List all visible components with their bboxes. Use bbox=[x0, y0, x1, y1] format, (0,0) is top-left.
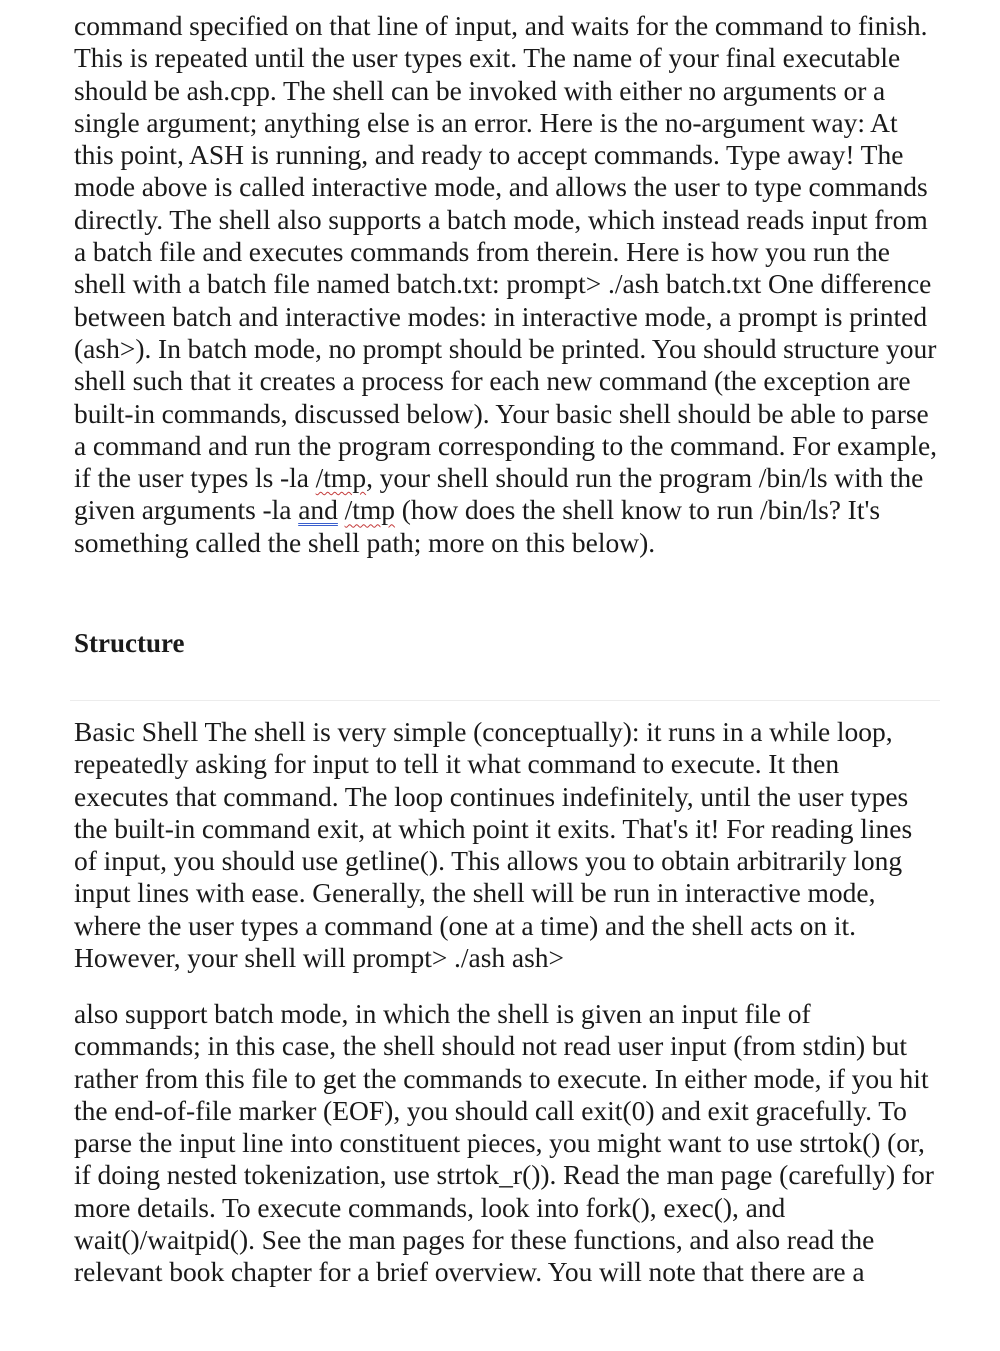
section-divider bbox=[70, 700, 940, 701]
grammar-flag[interactable]: and bbox=[298, 494, 338, 526]
paragraph-intro-text: , your shell should run the program /bin/ls with the given arguments -la bbox=[74, 462, 924, 526]
paragraph-intro bbox=[74, 10, 940, 559]
space bbox=[338, 494, 345, 525]
paragraph-batch-mode: also support batch mode, in which the shell is given an input file of commands; in this case, the shell should not read user input (from stdin) but rather from this file to get the commands to execute. In either mode, if you hit the end-of-file marker (EOF), you should call exit(0) and exit gracefully. To parse the input line into constituent pieces, you might want to use strtok() (or, if doing nested tokenization, use strtok_r()). Read the man page (carefully) for more details. To execute commands, look into fork(), exec(), and wait()/waitpid(). See the man pages for these functions, and also read the relevant book chapter for a brief overview. You will note that there are a bbox=[74, 998, 934, 1288]
paragraph-intro-text: command specified on that line of input, and waits for the command to finish. This is repeated until the user types exit. The name of your final executable should be ash.cpp. The shell can be invoked with either no arguments or a single argument; anything else is an error. Here is the no-argument way: At this point, ASH is running, and ready to accept commands. Type away! The mode above is called interactive mode, and allows the user to type commands directly. The shell also supports a batch mode, which instead reads input from a batch file and executes commands from therein. Here is how you run the shell with a batch file named batch.txt: prompt> ./ash batch.txt One difference between batch and interactive modes: in interactive mode, a prompt is printed (ash>). In batch mode, no prompt should be printed. You should structure your shell such that it creates a process for each new command (the exception are built-in commands, discussed below). Your basic shell should be able to parse a command and run the program corresponding to the command. For example, if the user types ls -la bbox=[74, 10, 938, 494]
paragraph-basic-shell: Basic Shell The shell is very simple (conceptually): it runs in a while loop, repeatedly asking for input to tell it what command to execute. It then executes that command. The loop continues indefinitely, until the user types the built-in command exit, at which point it exits. That's it! For reading lines of input, you should use getline(). This allows you to obtain arbitrarily long input lines with ease. Generally, the shell will be run in interactive mode, where the user types a command (one at a time) and the shell acts on it. However, your shell will prompt> ./ash ash> bbox=[74, 716, 913, 974]
section-heading: Structure bbox=[74, 628, 185, 658]
spellcheck-flag[interactable]: /tmp bbox=[344, 494, 396, 526]
paragraph-intro-text: (how does the shell know to run /bin/ls? It's something called the shell path; more on this below). bbox=[74, 494, 881, 558]
spellcheck-flag[interactable]: /tmp bbox=[315, 462, 367, 494]
